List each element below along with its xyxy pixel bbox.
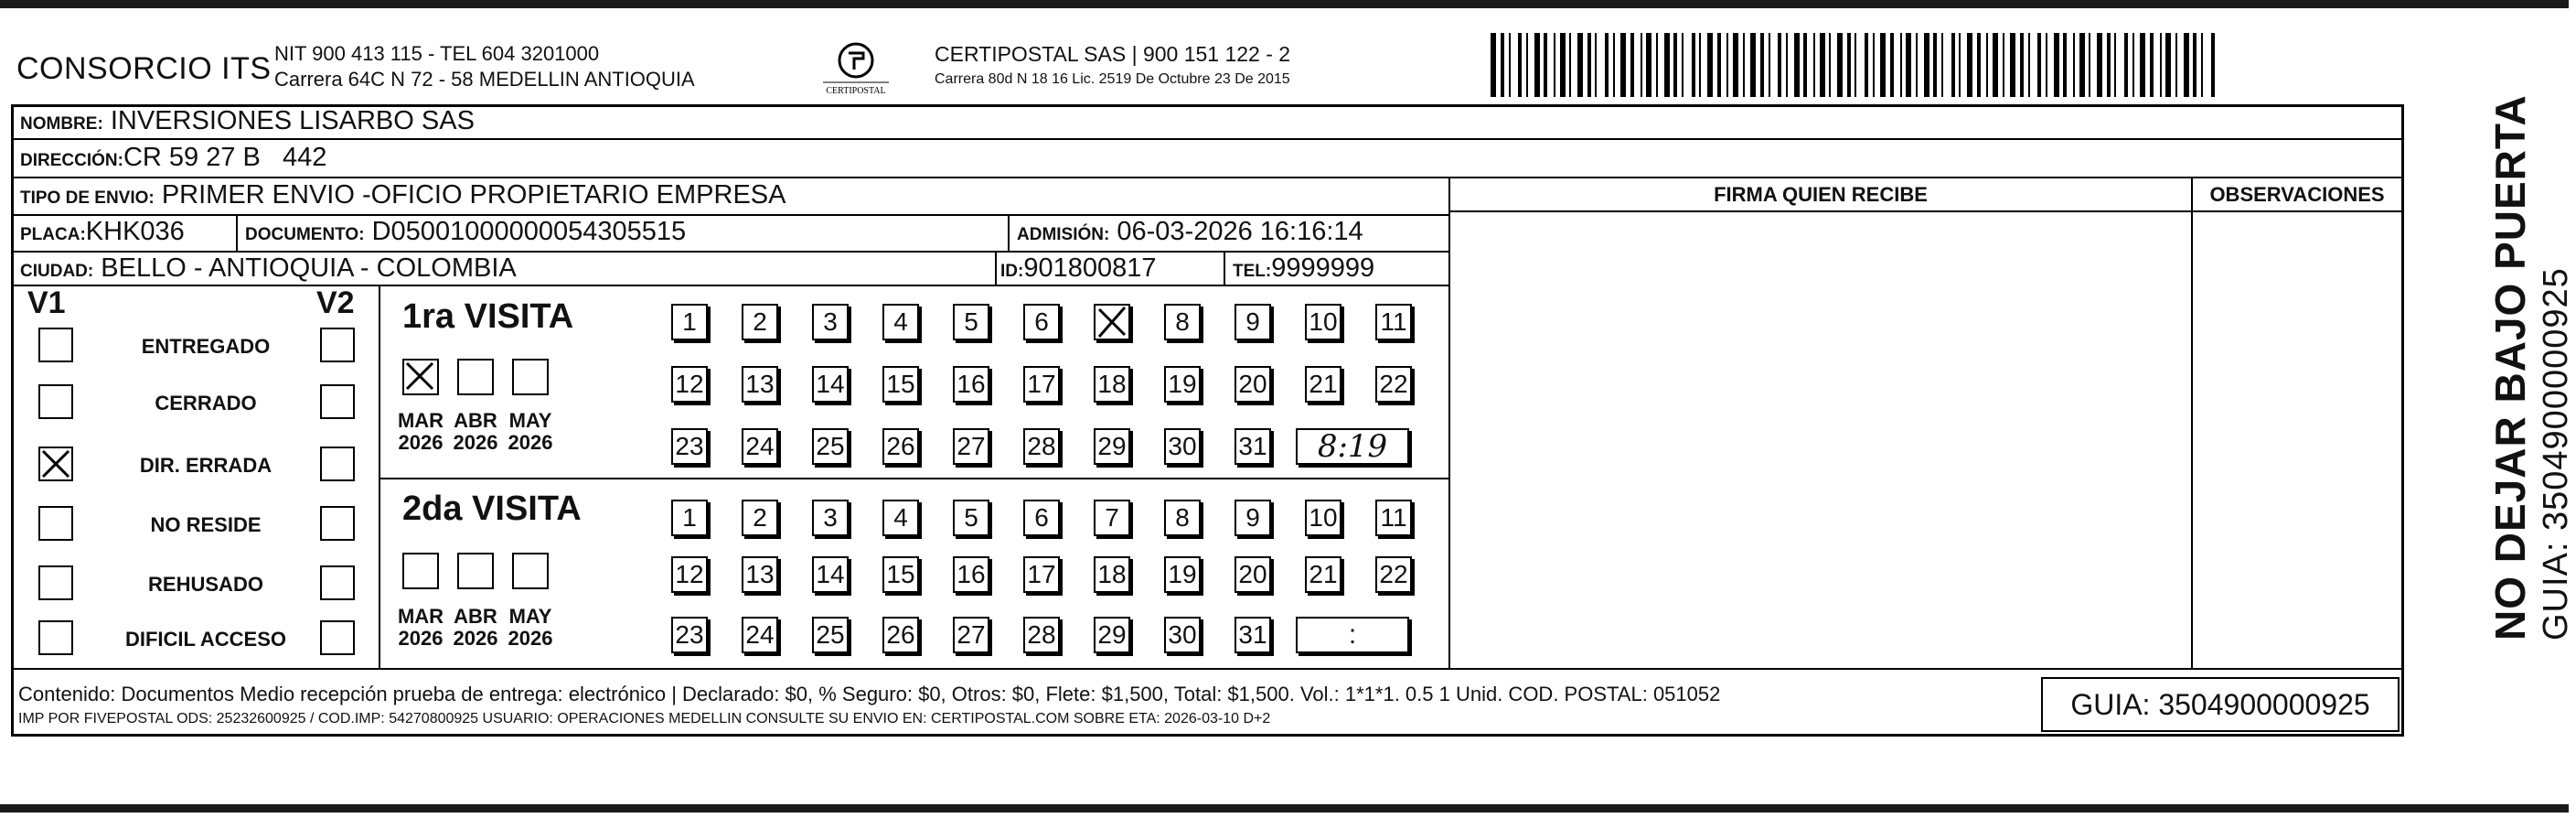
barcode-bar [1656,33,1658,97]
bottom-border [0,804,2569,813]
barcode-bar [1778,33,1781,97]
carrier-address: Carrera 80d N 18 16 Lic. 2519 De Octubre 23 De 2015 [935,71,1290,87]
footer-content: Contenido: Documentos Medio recepción prueba de entrega: electrónico | Declarado: $0, % Seguro: $0, Otros: $0, Flete: $1,500, Total: $1,500. Vol.: 1*1*1. 0.5 1 Unid. COD. POSTAL: 051052 [18,683,1721,705]
ciudad-label: CIUDAD: [20,262,94,281]
placa-label: PLACA: [20,225,86,244]
barcode-bar [1924,33,1929,97]
day-box[interactable]: 18 [1094,366,1130,403]
day-box[interactable]: 20 [1235,556,1271,593]
documento-label: DOCUMENTO: [245,225,365,244]
v2-checkbox[interactable] [320,384,355,419]
barcode-bar [2201,33,2203,97]
barcode-bar [1873,33,1875,97]
barcode-bar [2010,33,2015,97]
barcode-bar [1916,33,1918,97]
barcode-bar [1605,33,1609,97]
barcode-bar [2211,33,2215,97]
day-box[interactable]: 15 [882,556,919,593]
barcode-bar [1993,33,1998,97]
barcode-bar [1750,33,1756,97]
day-box[interactable]: 15 [882,366,919,403]
barcode-bar [2107,33,2111,97]
month-checkbox[interactable] [512,359,549,395]
month-checkbox[interactable] [457,359,494,395]
day-box[interactable]: 11 [1375,500,1412,536]
barcode-bar [2160,33,2162,97]
month-checkbox[interactable] [457,553,494,589]
day-box[interactable]: 21 [1305,556,1341,593]
v2-checkbox[interactable] [320,328,355,362]
month-checkbox[interactable] [402,359,439,395]
barcode-bar [1813,33,1815,97]
day-box[interactable]: 16 [953,556,989,593]
barcode-bar [1820,33,1825,97]
day-box[interactable]: 1 [671,304,708,340]
barcode-bar [1613,33,1615,97]
barcode-bar [1554,33,1555,97]
v2-checkbox[interactable] [320,447,355,481]
day-box[interactable]: 31 [1235,428,1271,465]
day-box[interactable]: 27 [953,428,989,465]
day-box[interactable]: 20 [1235,366,1271,403]
barcode-bar [2165,33,2171,97]
status-label: NO RESIDE [150,513,262,536]
day-box[interactable]: 30 [1164,428,1201,465]
day-box[interactable]: 9 [1235,304,1271,340]
barcode-bar [1986,33,1988,97]
barcode-bar [1977,33,1981,97]
day-box[interactable]: 8 [1164,500,1201,536]
month-label: MAY 2026 [508,409,553,454]
day-box[interactable] [1094,304,1130,340]
barcode-bar [2037,33,2041,97]
id-label: ID: [1000,262,1024,281]
barcode-bar [1587,33,1591,97]
day-box[interactable]: 30 [1164,617,1201,653]
company-name: CONSORCIO ITS [16,51,272,86]
v1-checkbox[interactable] [38,447,73,481]
barcode-bar [1692,33,1695,97]
status-label: CERRADO [155,392,257,414]
day-box[interactable]: 3 [812,304,849,340]
barcode-bar [1933,33,1937,97]
day-box[interactable]: 29 [1094,617,1130,653]
day-box[interactable]: 17 [1023,366,1060,403]
day-box[interactable]: 3 [812,500,849,536]
v1-checkbox[interactable] [38,328,73,362]
barcode-bar [1760,33,1764,97]
barcode-bar [1865,33,1868,97]
guia-number: GUIA: 3504900000925 [2041,677,2400,732]
v1-checkbox[interactable] [38,506,73,541]
company-address: Carrera 64C N 72 - 58 MEDELLIN ANTIOQUIA [274,68,695,91]
day-box[interactable]: 1 [671,500,708,536]
month-checkbox[interactable] [402,553,439,589]
day-box[interactable]: 21 [1305,366,1341,403]
status-label: ENTREGADO [141,335,271,358]
visit2-title: 2da VISITA [402,490,582,528]
barcode-bar [2020,33,2024,97]
status-label: DIFICIL ACCESO [124,628,286,651]
v2-checkbox[interactable] [320,506,355,541]
recipient-address: CR 59 27 B 442 [123,143,327,172]
status-label: REHUSADO [148,573,263,596]
barcode-bar [1560,33,1566,97]
barcode-bar [1951,33,1955,97]
barcode-bar [2132,33,2134,97]
day-box[interactable]: 31 [1235,617,1271,653]
barcode-bar [2184,33,2189,97]
shipment-type: PRIMER ENVIO -OFICIO PROPIETARIO EMPRESA [161,180,786,210]
day-box[interactable]: 14 [812,556,849,593]
observaciones-header: OBSERVACIONES [2209,183,2385,206]
barcode-bar [1569,33,1571,97]
time-box[interactable]: : [1296,617,1409,653]
day-box[interactable]: 7 [1094,500,1130,536]
barcode-bar [2003,33,2004,97]
barcode-bar [2140,33,2145,97]
day-box[interactable]: 9 [1235,500,1271,536]
day-box[interactable]: 2 [742,304,778,340]
barcode-bar [1682,33,1683,97]
day-box[interactable]: 10 [1305,304,1341,340]
logo-text: CERTIPOSTAL [826,86,886,96]
day-box[interactable]: 13 [742,556,778,593]
day-box[interactable]: 6 [1023,500,1060,536]
day-box[interactable]: 19 [1164,556,1201,593]
side-guia: GUIA: 3504900000925 [2537,267,2575,640]
barcode-bar [2097,33,2102,97]
day-box[interactable]: 24 [742,428,778,465]
footer-print-info: IMP POR FIVEPOSTAL ODS: 25232600925 / COD.IMP: 54270800925 USUARIO: OPERACIONES MEDELLIN CONSULTE SU ENVIO EN: CERTIPOSTAL.COM SOBRE ETA: 2026-03-10 D+2 [18,711,1271,727]
month-label: ABR 2026 [453,605,498,650]
nombre-label: NOMBRE: [20,114,103,134]
barcode-bar [1890,33,1894,97]
direccion-label: DIRECCIÓN: [20,151,123,170]
tel-label: TEL: [1233,262,1272,281]
barcode-bar [2175,33,2177,97]
day-box[interactable]: 5 [953,304,989,340]
day-box[interactable]: 28 [1023,617,1060,653]
barcode-bar [1733,33,1738,97]
ciudad-value: BELLO - ANTIOQUIA - COLOMBIA [101,253,517,283]
barcode-bar [1699,33,1701,97]
day-box[interactable]: 19 [1164,366,1201,403]
barcode-bar [1967,33,1972,97]
day-box[interactable]: 26 [882,428,919,465]
id-value: 901800817 [1023,253,1157,283]
barcode-bar [1794,33,1800,97]
day-box[interactable]: 17 [1023,556,1060,593]
barcode-bar [1906,33,1911,97]
barcode-bar [1620,33,1626,97]
admision-value: 06-03-2026 16:16:14 [1117,217,1363,246]
barcode-bar [1501,33,1504,97]
v2-checkbox[interactable] [320,620,355,655]
month-label: MAR 2026 [397,409,444,454]
barcode-bar [1577,33,1583,97]
barcode-bar [1829,33,1831,97]
top-border [0,0,2569,8]
barcode-bar [1646,33,1651,97]
day-box[interactable]: 10 [1305,500,1341,536]
day-box[interactable]: 5 [953,500,989,536]
barcode-bar [1664,33,1670,97]
barcode-bar [1534,33,1540,97]
barcode-bar [2079,33,2085,97]
firma-header: FIRMA QUIEN RECIBE [1714,183,1928,206]
month-label: MAY 2026 [508,605,553,650]
barcode-bar [1726,33,1728,97]
barcode-bar [2114,33,2116,97]
barcode-bar [1743,33,1745,97]
barcode-bar [1544,33,1547,97]
day-box[interactable]: 4 [882,500,919,536]
day-box[interactable]: 8 [1164,304,1201,340]
visit1-title: 1ra VISITA [402,297,574,336]
v1-label: V1 [27,285,66,320]
barcode-bar [1941,33,1943,97]
barcode-bar [1641,33,1642,97]
day-box[interactable]: 28 [1023,428,1060,465]
barcode-bar [2150,33,2154,97]
side-notice [2485,94,2576,640]
day-box[interactable]: 6 [1023,304,1060,340]
day-box[interactable]: 27 [953,617,989,653]
day-box[interactable]: 12 [671,366,708,403]
day-box[interactable]: 29 [1094,428,1130,465]
time-box[interactable]: 8:19 [1296,428,1409,465]
month-label: ABR 2026 [453,409,498,454]
barcode-bar [1769,33,1770,97]
barcode-bar [1518,33,1522,97]
barcode-bar [1509,33,1511,97]
barcode-bar [2124,33,2128,97]
barcode-bar [1855,33,1856,97]
documento-value: D05001000000054305515 [371,217,687,246]
barcode-bar [1707,33,1713,97]
side-warning: NO DEJAR BAJO PUERTA [2486,94,2534,640]
v2-label: V2 [316,285,355,320]
admision-label: ADMISIÓN: [1017,225,1110,244]
v1-checkbox[interactable] [38,384,73,419]
day-box[interactable]: 23 [671,428,708,465]
barcode-bar [1630,33,1634,97]
barcode-bar [1526,33,1528,97]
day-box[interactable]: 25 [812,617,849,653]
barcode-bar [1786,33,1788,97]
placa-value: KHK036 [85,217,185,246]
day-box[interactable]: 25 [812,428,849,465]
barcode-bar [1595,33,1597,97]
day-box[interactable]: 4 [882,304,919,340]
v1-checkbox[interactable] [38,565,73,600]
barcode-bar [2193,33,2197,97]
day-box[interactable]: 22 [1375,556,1412,593]
barcode-bar [2063,33,2067,97]
barcode-bar [1880,33,1886,97]
barcode-bar [2089,33,2090,97]
day-box[interactable]: 24 [742,617,778,653]
recipient-name: INVERSIONES LISARBO SAS [110,106,475,135]
day-box[interactable]: 16 [953,366,989,403]
day-box[interactable]: 13 [742,366,778,403]
barcode-bar [1673,33,1677,97]
carrier-name: CERTIPOSTAL SAS | 900 151 122 - 2 [935,42,1291,66]
v1-checkbox[interactable] [38,620,73,655]
month-checkbox[interactable] [512,553,549,589]
day-box[interactable]: 23 [671,617,708,653]
barcode-bar [2054,33,2059,97]
status-label: DIR. ERRADA [139,454,273,477]
barcode-bar [2028,33,2030,97]
tel-value: 9999999 [1271,253,1375,283]
barcode-bar [1837,33,1843,97]
day-box[interactable]: 14 [812,366,849,403]
barcode-bar [1847,33,1851,97]
month-label: MAR 2026 [397,605,444,650]
v2-checkbox[interactable] [320,565,355,600]
barcode-bar [2073,33,2075,97]
barcode-bar [1717,33,1721,97]
barcode [1491,33,2213,97]
barcode-bar [1900,33,1902,97]
day-box[interactable]: 26 [882,617,919,653]
barcode-bar [1959,33,1961,97]
barcode-bar [1803,33,1807,97]
day-box[interactable]: 12 [671,556,708,593]
day-box[interactable]: 22 [1375,366,1412,403]
day-box[interactable]: 18 [1094,556,1130,593]
day-box[interactable]: 11 [1375,304,1412,340]
barcode-bar [1491,33,1496,97]
certipostal-logo [814,37,898,102]
day-box[interactable]: 2 [742,500,778,536]
company-nit-tel: NIT 900 413 115 - TEL 604 3201000 [274,42,600,65]
tipo-envio-label: TIPO DE ENVIO: [20,188,155,208]
barcode-bar [2046,33,2047,97]
